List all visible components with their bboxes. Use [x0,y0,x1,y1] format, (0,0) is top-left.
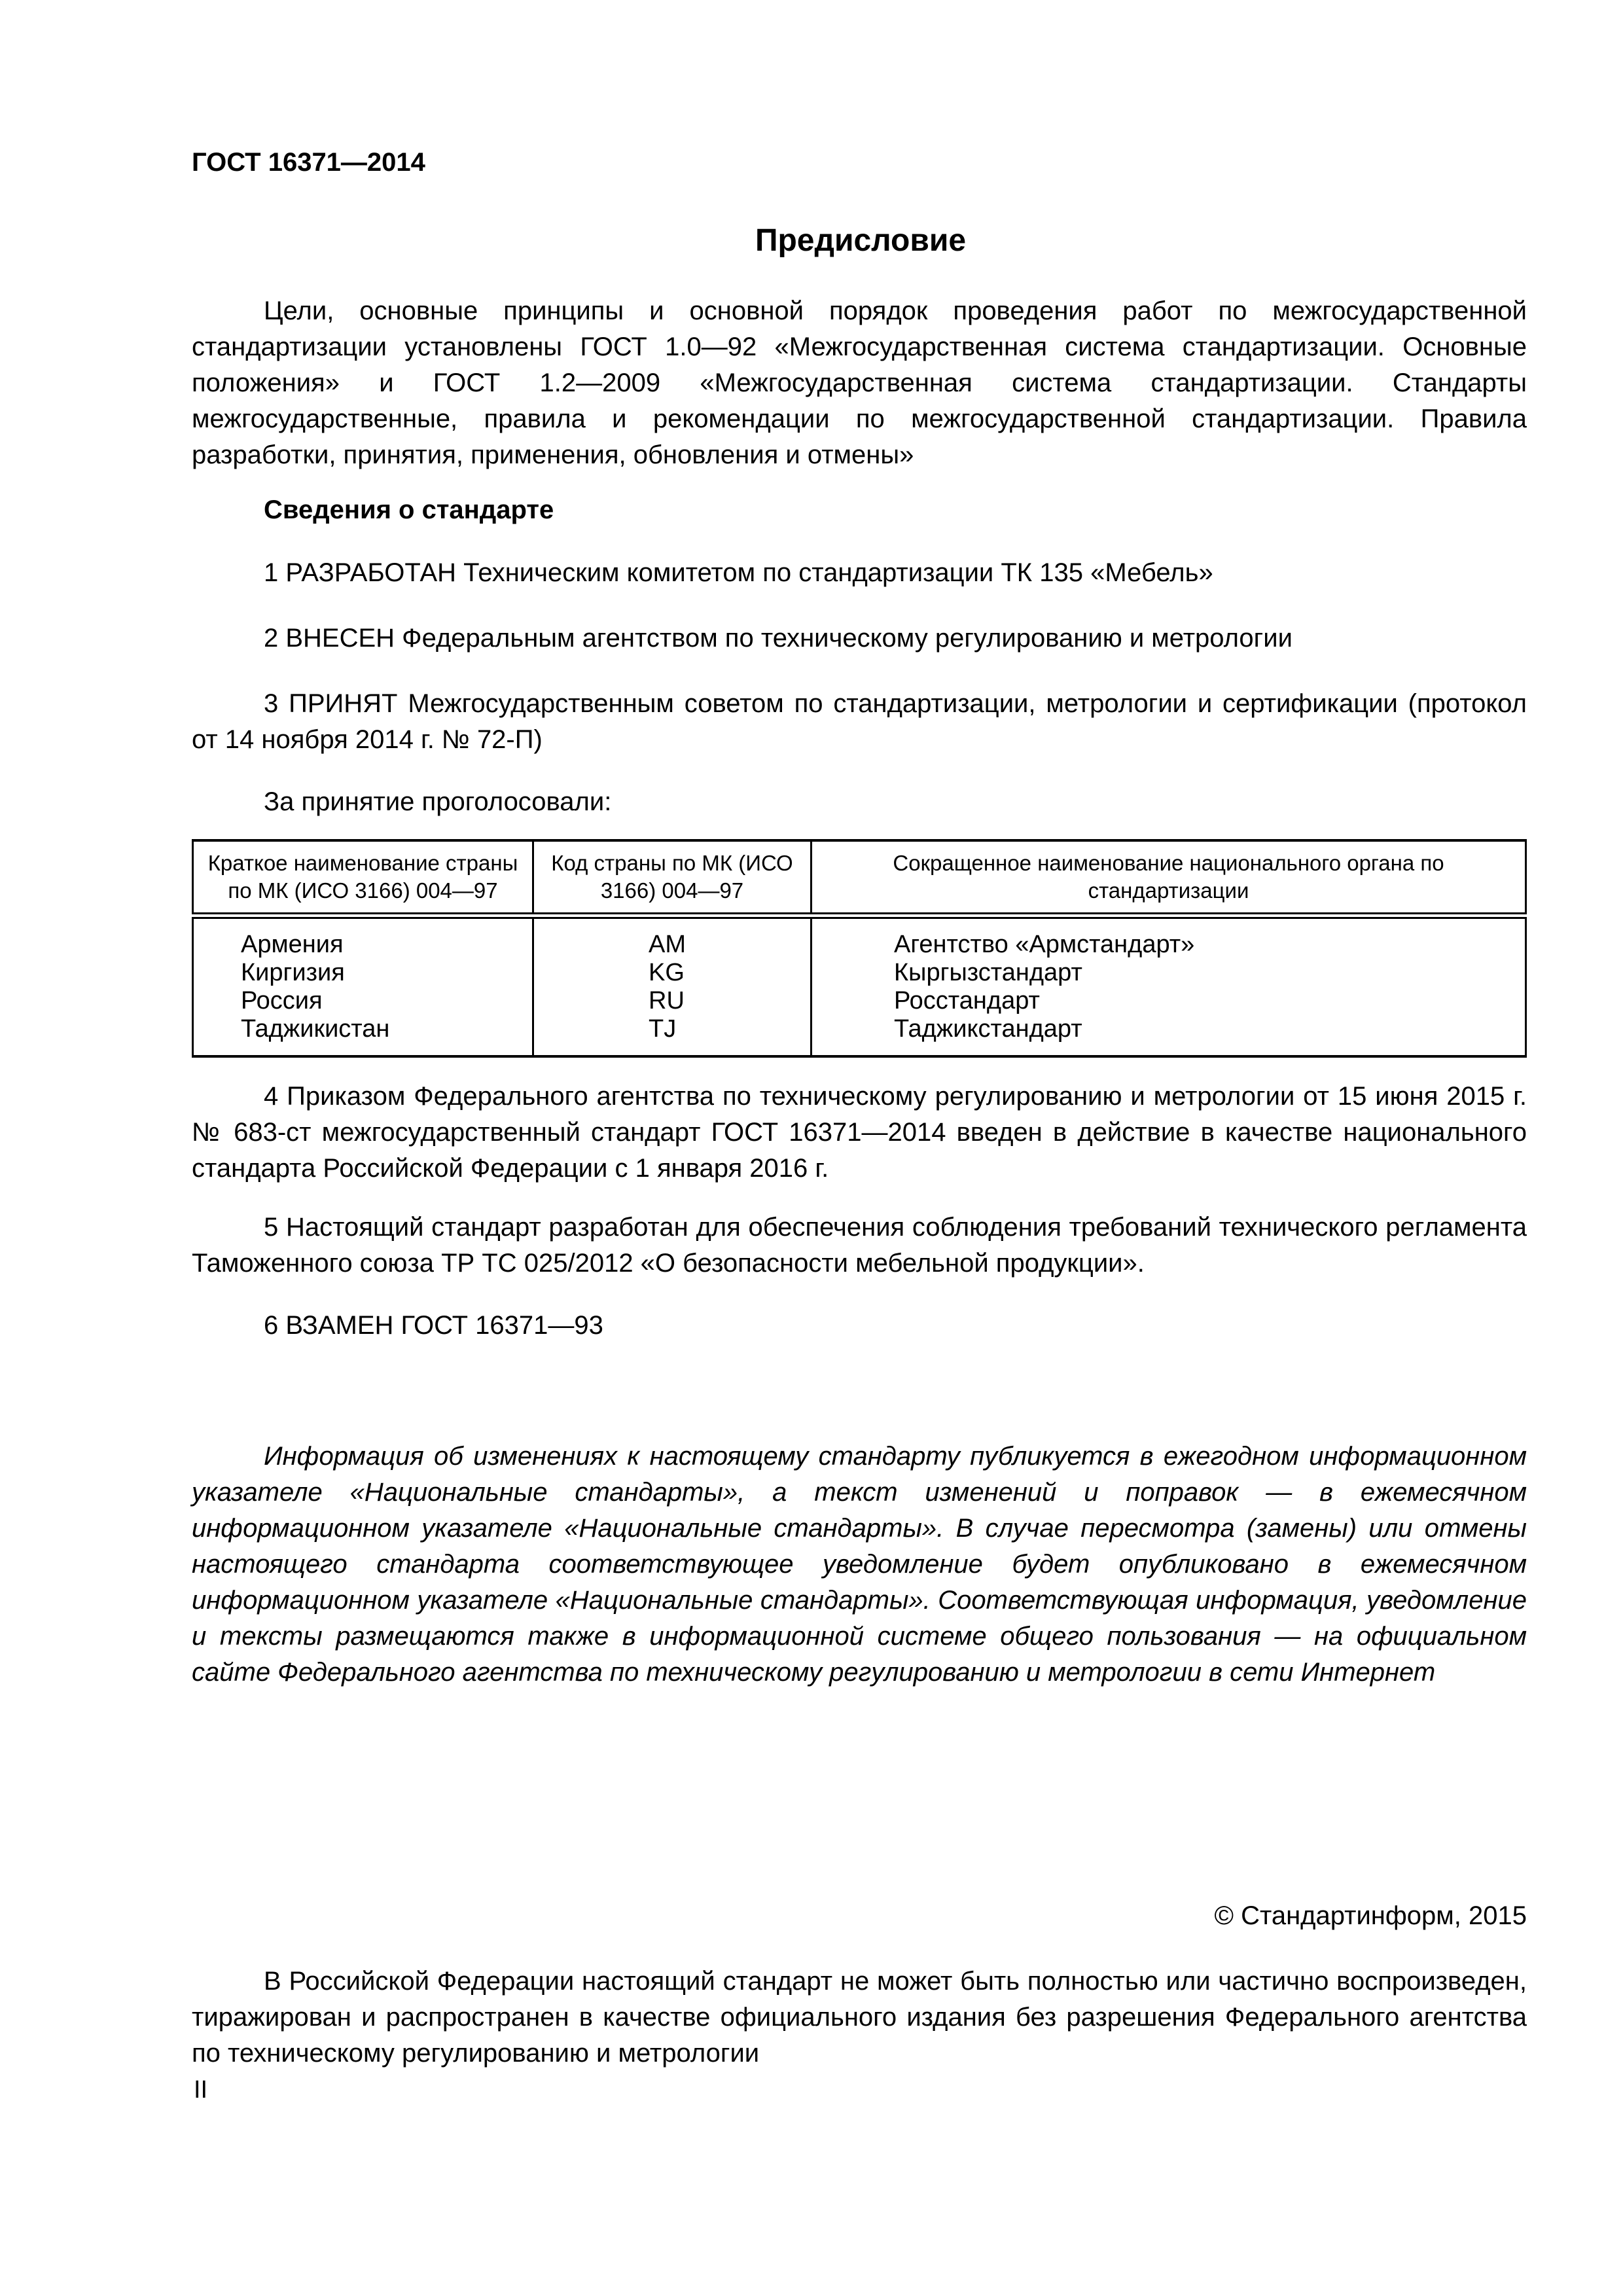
item-5-purpose: 5 Настоящий стандарт разработан для обеспечения соблюдения требований технического регламента Таможенного союза ТР ТС 025/2012 «О безопасности мебельной продукции». [192,1213,1527,1278]
cell-code: RU [533,987,812,1015]
cell-org: Таджикстандарт [812,1015,1526,1056]
cell-country: Таджикистан [193,1015,533,1056]
document-code: ГОСТ 16371—2014 [192,148,425,177]
item-6-replaces: 6 ВЗАМЕН ГОСТ 16371—93 [264,1311,603,1340]
item-1-developed: 1 РАЗРАБОТАН Техническим комитетом по стандартизации ТК 135 «Мебель» [264,558,1213,587]
table-row [193,916,1526,959]
table-row [193,987,1526,1015]
table-row [193,1015,1526,1056]
cell-country: Армения [193,916,533,959]
item-4-enacted: 4 Приказом Федерального агентства по техническому регулированию и метрологии от 15 июня 2015 г. № 683-ст межгосударственный стандарт ГОСТ 16371—2014 введен в действие в качестве национального стандарта Российской Федерации с 1 января 2016 г. [192,1082,1527,1183]
cell-org: Кыргызстандарт [812,959,1526,987]
cell-code: TJ [533,1015,812,1056]
cell-country: Киргизия [193,959,533,987]
copyright: © Стандартинформ, 2015 [1214,1901,1527,1930]
table-row [193,959,1526,987]
amendments-notice: Информация об изменениях к настоящему стандарту публикуется в ежегодном информационном указателе «Национальные стандарты», а текст изменений и поправок — в ежемесячном информационном указателе «Национальные стандарты». В случае пересмотра (замены) или отмены настоящего стандарта соответствующее уведомление будет опубликовано в ежемесячном информационном указателе «Национальные стандарты». Соответствующая информация, уведомление и тексты размещаются также в информационной системе общего пользования — на официальном сайте Федерального агентства по техническому регулированию и метрологии в сети Интернет [192,1442,1527,1687]
intro-paragraph: Цели, основные принципы и основной порядок проведения работ по межгосударственной стандартизации установлены ГОСТ 1.0—92 «Межгосударственная система стандартизации. Основные положения» и ГОСТ 1.2—2009 «Межгосударственная система стандартизации. Стандарты межгосударственные, правила и рекомендации по межгосударственной стандартизации. Правила разработки, принятия, применения, обновления и отмены» [192,296,1527,469]
cell-country: Россия [193,987,533,1015]
header-country-code: Код страны по МК (ИСО 3166) 004—97 [533,840,812,916]
cell-code: AM [533,916,812,959]
cell-org: Росстандарт [812,987,1526,1015]
table-header-row [193,840,1526,916]
info-heading: Сведения о стандарте [264,495,554,524]
page-title: Предисловие [755,223,967,258]
voting-table [192,839,1527,1058]
cell-org: Агентство «Армстандарт» [812,916,1526,959]
rights-notice: В Российской Федерации настоящий стандарт не может быть полностью или частично воспроизведен, тиражирован и распространен в качестве официального издания без разрешения Федерального агентства по техническому регулированию и метрологии [192,1967,1527,2068]
cell-code: KG [533,959,812,987]
page-number: II [194,2076,208,2104]
header-standards-body: Сокращенное наименование национального органа по стандартизации [812,840,1526,916]
item-2-submitted: 2 ВНЕСЕН Федеральным агентством по техническому регулированию и метрологии [264,624,1293,653]
item-3-adopted: 3 ПРИНЯТ Межгосударственным советом по стандартизации, метрологии и сертификации (протокол от 14 ноября 2014 г. № 72-П) [192,689,1527,754]
header-country-name: Краткое наименование страны по МК (ИСО 3166) 004—97 [193,840,533,916]
vote-label: За принятие проголосовали: [264,787,612,816]
